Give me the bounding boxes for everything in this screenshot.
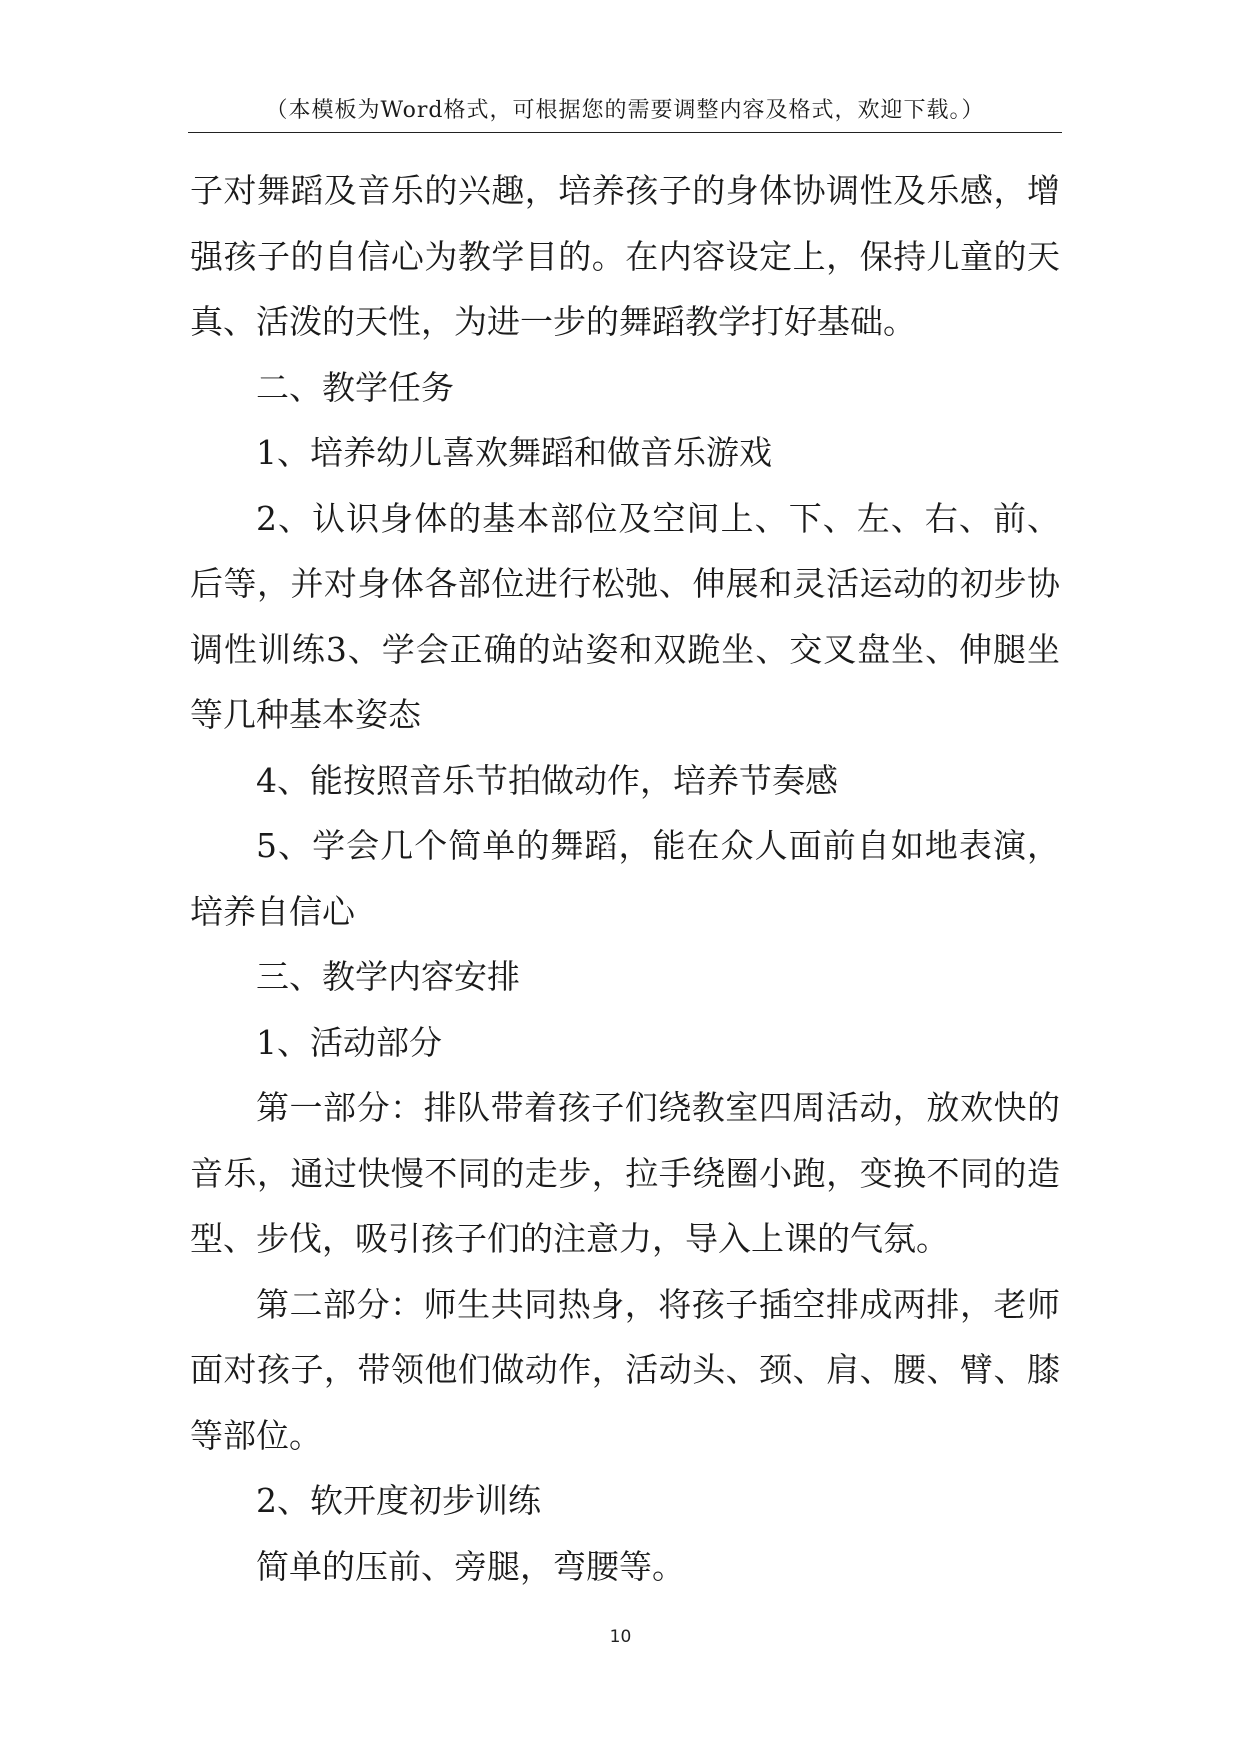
document-body xyxy=(190,158,1060,1599)
paragraph: 第二部分：师生共同热身，将孩子插空排成两排，老师面对孩子，带领他们做动作，活动头、颈、肩、腰、臂、膝等部位。 xyxy=(190,1284,1060,1455)
list-item: 2、认识身体的基本部位及空间上、下、左、右、前、后等，并对身体各部位进行松弛、伸展和灵活运动的初步协调性训练3、学会正确的站姿和双跪坐、交叉盘坐、伸腿坐等几种基本姿态 xyxy=(190,498,1060,734)
page-number: 10 xyxy=(609,1627,632,1647)
paragraph: 简单的压前、旁腿，弯腰等。 xyxy=(256,1546,685,1586)
header-divider xyxy=(188,132,1062,133)
list-item: 5、学会几个简单的舞蹈，能在众人面前自如地表演，培养自信心 xyxy=(190,826,1060,931)
paragraph: 子对舞蹈及音乐的兴趣，培养孩子的身体协调性及乐感，增强孩子的自信心为教学目的。在内容设定上，保持儿童的天真、活泼的天性，为进一步的舞蹈教学打好基础。 xyxy=(190,171,1060,341)
section-heading: 二、教学任务 xyxy=(256,367,454,407)
subsection-heading: 1、活动部分 xyxy=(256,1022,442,1062)
subsection-heading: 2、软开度初步训练 xyxy=(256,1481,541,1520)
list-item: 4、能按照音乐节拍做动作，培养节奏感 xyxy=(256,760,838,800)
paragraph: 第一部分：排队带着孩子们绕教室四周活动，放欢快的音乐，通过快慢不同的走步，拉手绕圈小跑，变换不同的造型、步伐，吸引孩子们的注意力，导入上课的气氛。 xyxy=(190,1088,1060,1258)
section-heading: 三、教学内容安排 xyxy=(256,957,520,996)
page-header-note: （本模板为Word格式，可根据您的需要调整内容及格式，欢迎下载。） xyxy=(265,98,985,123)
list-item: 1、培养幼儿喜欢舞蹈和做音乐游戏 xyxy=(256,433,772,472)
